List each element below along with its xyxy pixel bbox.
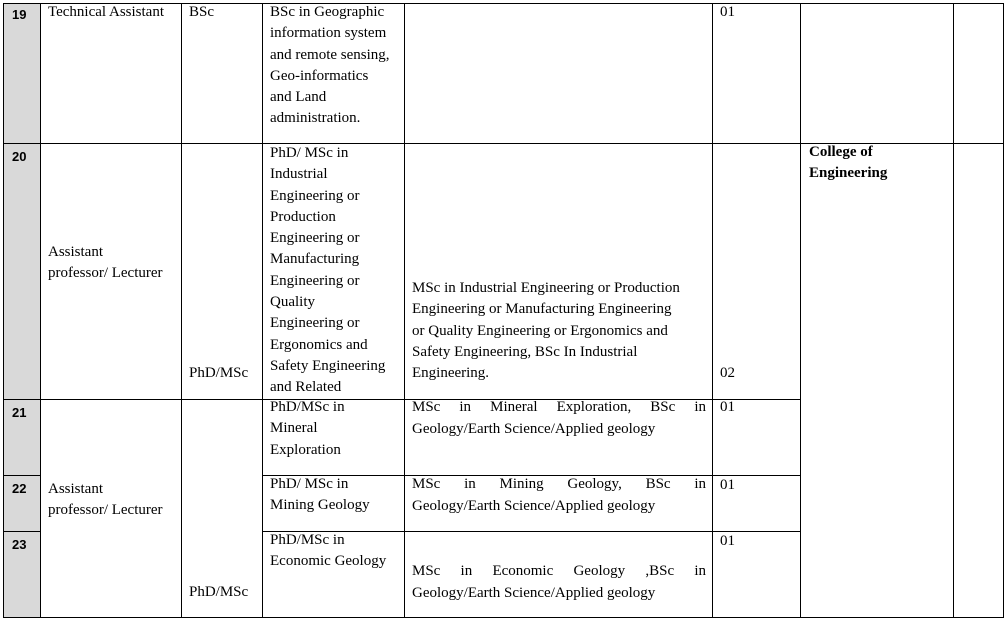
table-border <box>1003 3 1004 618</box>
position-title: Assistant professor/ Lecturer <box>48 481 163 519</box>
field-of-study: PhD/MSc in Mineral Exploration <box>270 399 345 458</box>
table-border <box>3 617 1004 618</box>
quantity: 01 <box>720 533 735 549</box>
table-border <box>3 475 41 476</box>
alternative-field: Geology/Earth Science/Applied geology <box>412 585 656 601</box>
table-border <box>404 3 405 618</box>
qualification: PhD/MSc <box>189 584 249 600</box>
table-border <box>3 3 4 618</box>
position-title: Assistant professor/ Lecturer <box>48 244 163 282</box>
field-of-study: PhD/MSc in Economic Geology <box>270 532 387 570</box>
field-of-study: BSc in Geographic information system and remote sensing, Geo-informatics and Land administration. <box>270 4 390 127</box>
quantity: 01 <box>720 399 735 415</box>
table-border <box>40 3 41 618</box>
row-number-cell <box>4 144 40 399</box>
qualification: BSc <box>189 4 215 20</box>
alternative-field: MSc in Industrial Engineering or Production Engineering or Manufacturing Engineering or Quality Engineering or Ergonomics and Safety Engineering, BSc In Industrial Engineering. <box>412 280 680 382</box>
alternative-field: MSc in Economic Geology ,BSc in <box>412 563 706 579</box>
row-number: 22 <box>12 481 27 496</box>
field-of-study: PhD/ MSc in Industrial Engineering or Production Engineering or Manufacturing Engineering or Quality Engineering or Ergonomics and Safety Engineering and Related <box>270 145 386 396</box>
row-number: 20 <box>12 149 27 164</box>
quantity: 01 <box>720 477 735 493</box>
table-border <box>800 3 801 618</box>
alternative-field: Geology/Earth Science/Applied geology <box>412 498 656 514</box>
row-number: 23 <box>12 537 27 552</box>
quantity: 01 <box>720 4 735 20</box>
qualification: PhD/MSc <box>189 365 249 381</box>
table-border <box>953 3 954 618</box>
row-number: 19 <box>12 7 27 22</box>
alternative-field: MSc in Mineral Exploration, BSc in <box>412 399 706 415</box>
table-border <box>181 3 182 618</box>
table-border <box>712 3 713 618</box>
alternative-field: MSc in Mining Geology, BSc in <box>412 476 706 492</box>
alternative-field: Geology/Earth Science/Applied geology <box>412 421 656 437</box>
quantity: 02 <box>720 365 735 381</box>
row-number: 21 <box>12 405 27 420</box>
field-of-study: PhD/ MSc in Mining Geology <box>270 476 370 514</box>
table-border <box>3 531 41 532</box>
position-title: Technical Assistant <box>48 4 165 20</box>
table-border <box>262 3 263 618</box>
college-name: College of Engineering <box>809 144 888 182</box>
